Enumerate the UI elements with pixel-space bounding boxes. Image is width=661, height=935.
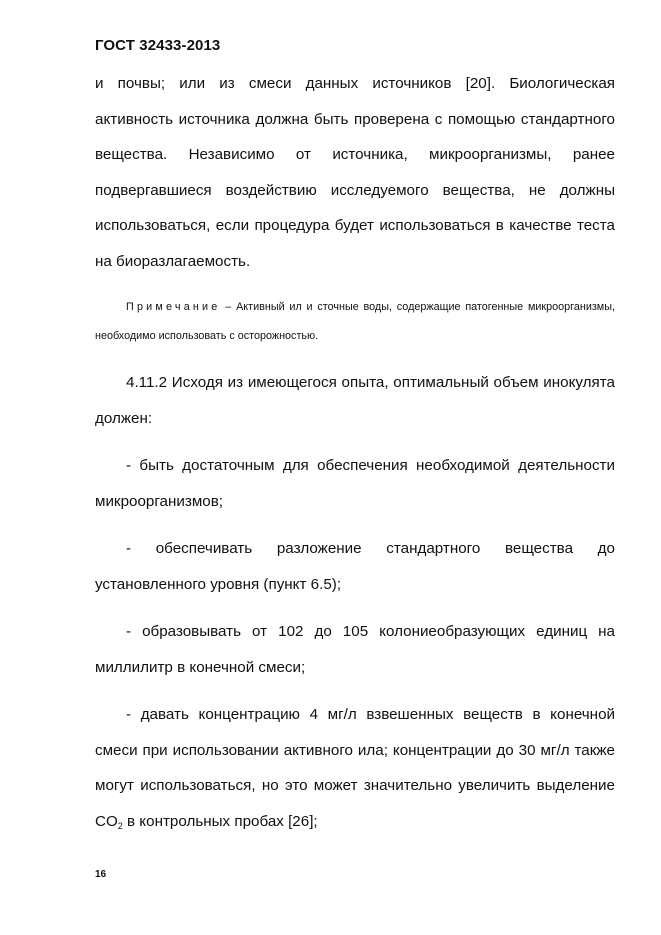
list-item-2: - обеспечивать разложение стандартного вещества до установленного уровня (пункт 6.5); — [95, 540, 615, 593]
paragraph-continuation: и почвы; или из смеси данных источников [20]. Биологическая активность источника должна быть проверена с помощью стандартного вещества. Независимо от источника, микроорганизмы, ранее подвергавшиеся воздействию исследуемого вещества, не должны использоваться, если процедура будет использоваться в качестве теста на биоразлагаемость. — [95, 75, 615, 270]
co2-subscript: 2 — [117, 820, 123, 831]
note-text: – Активный ил и сточные воды, содержащие патогенные микроорганизмы, необходимо использовать с осторожностью. — [95, 301, 615, 342]
document-header: ГОСТ 32433-2013 — [95, 37, 221, 54]
list-item-4-text-end: в контрольных пробах [26]; — [122, 812, 318, 830]
page-body — [95, 66, 615, 839]
section-4-11-2: 4.11.2 Исходя из имеющегося опыта, оптимальный объем инокулята должен: — [95, 374, 615, 427]
list-item-4 — [95, 697, 615, 839]
list-item-3: - образовывать от 102 до 105 колониеобразующих единиц на миллилитр в конечной смеси; — [95, 623, 615, 676]
list-item-1: - быть достаточным для обеспечения необходимой деятельности микроорганизмов; — [95, 457, 615, 510]
page-number: 16 — [95, 869, 107, 880]
note-label: Примечание — [126, 301, 221, 313]
list-item-4-text: - давать концентрацию 4 мг/л взвешенных веществ в конечной смеси при использовании активного ила; концентрации до 30 мг/л также могут использоваться, но это может значительно увеличить выделение CO — [95, 706, 615, 830]
note-paragraph — [95, 293, 615, 351]
